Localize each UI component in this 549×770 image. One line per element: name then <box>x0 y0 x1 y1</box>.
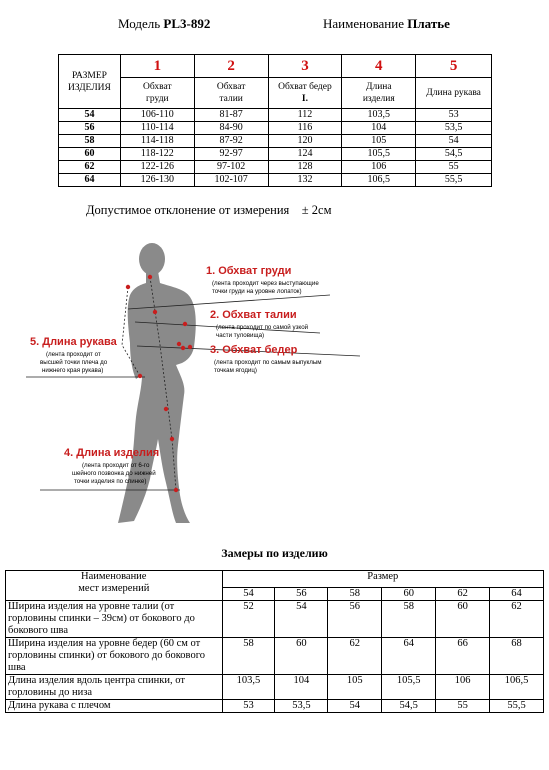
column-number: 1 <box>120 55 194 78</box>
label4-note: шейного позвонка до нижней <box>72 470 156 477</box>
size-column-header: 62 <box>436 588 490 601</box>
label1-note: (лента проходит через выступающие <box>212 280 319 287</box>
measure-cell: 53,5 <box>416 122 492 135</box>
label-line: груди <box>146 94 169 104</box>
column-label <box>194 78 268 109</box>
measure-cell: 110-114 <box>120 122 194 135</box>
measure-cell: 126-130 <box>120 174 194 187</box>
size-header: Размер <box>222 571 543 588</box>
label5-title: 5. Длина рукава <box>30 336 117 348</box>
measure-cell: 55 <box>416 161 492 174</box>
label3-note: (лента проходит по самым выпуклым <box>214 359 322 366</box>
label-line: изделия <box>362 94 395 104</box>
measure-name-cell: Длина изделия вдоль центра спинки, от горловины до низа <box>6 675 223 700</box>
name-value: Платье <box>407 16 450 31</box>
measure-cell: 54,5 <box>416 148 492 161</box>
product-value-cell: 105 <box>328 675 382 700</box>
product-value-cell: 54,5 <box>382 700 436 713</box>
model-line <box>118 16 210 32</box>
product-value-cell: 66 <box>436 638 490 675</box>
product-table <box>5 570 544 713</box>
product-value-cell: 62 <box>490 601 544 638</box>
product-value-cell: 52 <box>222 601 275 638</box>
measure-cell: 55,5 <box>416 174 492 187</box>
label2-note: (лента проходит по самой узкой <box>216 324 309 331</box>
measure-cell: 106 <box>342 161 416 174</box>
label-line: Обхват <box>216 82 246 92</box>
label3-note: точкам ягодиц) <box>214 367 257 374</box>
product-value-cell: 64 <box>382 638 436 675</box>
column-number: 4 <box>342 55 416 78</box>
measure-cell: 118-122 <box>120 148 194 161</box>
product-value-cell: 60 <box>275 638 328 675</box>
corner-line: РАЗМЕР <box>71 70 107 81</box>
column-label <box>416 78 492 109</box>
product-value-cell: 106,5 <box>490 675 544 700</box>
column-label <box>268 78 342 109</box>
size-row <box>59 148 492 161</box>
size-row <box>59 174 492 187</box>
measure-cell: 116 <box>268 122 342 135</box>
size-cell: 58 <box>59 135 121 148</box>
product-value-cell: 58 <box>382 601 436 638</box>
size-table <box>58 54 492 187</box>
label-line: Обхват <box>143 82 172 92</box>
size-corner-cell <box>59 55 121 109</box>
measure-cell: 114-118 <box>120 135 194 148</box>
product-row <box>6 638 544 675</box>
measure-name-cell: Ширина изделия на уровне талии (от горловины спинки – 39см) от бокового до бокового шва <box>6 601 223 638</box>
measure-cell: 97-102 <box>194 161 268 174</box>
measure-cell: 112 <box>268 109 342 122</box>
corner-line: ИЗДЕЛИЯ <box>68 82 111 93</box>
measure-cell: 54 <box>416 135 492 148</box>
name-line <box>323 16 450 32</box>
label5-note: высшей точки плеча до <box>40 359 108 366</box>
label3-title: 3. Обхват бедер <box>210 344 298 356</box>
measure-cell: 122-126 <box>120 161 194 174</box>
product-row <box>6 675 544 700</box>
size-cell: 60 <box>59 148 121 161</box>
label4-title: 4. Длина изделия <box>64 447 160 459</box>
label1-note: точки груди на уровне лопаток) <box>212 288 302 295</box>
size-row <box>59 109 492 122</box>
measure-cell: 84-90 <box>194 122 268 135</box>
product-value-cell: 62 <box>328 638 382 675</box>
tolerance-note: Допустимое отклонение от измерения ± 2см <box>86 203 332 217</box>
product-value-cell: 53 <box>222 700 275 713</box>
size-cell: 54 <box>59 109 121 122</box>
size-cell: 64 <box>59 174 121 187</box>
measure-cell: 128 <box>268 161 342 174</box>
label5-note: нижнего края рукава) <box>42 367 104 374</box>
measure-cell: 103,5 <box>342 109 416 122</box>
product-row <box>6 700 544 713</box>
size-row <box>59 161 492 174</box>
product-value-cell: 55,5 <box>490 700 544 713</box>
size-column-header: 64 <box>490 588 544 601</box>
size-row <box>59 122 492 135</box>
product-value-cell: 60 <box>436 601 490 638</box>
size-column-header: 56 <box>275 588 328 601</box>
body-measurement-figure <box>0 225 549 525</box>
label4-note: точки изделия по спинке) <box>74 478 147 485</box>
product-corner-cell <box>6 571 223 601</box>
label2-title: 2. Обхват талии <box>210 309 297 321</box>
measure-cell: 106-110 <box>120 109 194 122</box>
product-value-cell: 54 <box>328 700 382 713</box>
measure-cell: 106,5 <box>342 174 416 187</box>
measure-cell: 132 <box>268 174 342 187</box>
measure-cell: 53 <box>416 109 492 122</box>
measure-cell: 105,5 <box>342 148 416 161</box>
size-column-header: 54 <box>222 588 275 601</box>
measure-cell: 105 <box>342 135 416 148</box>
measure-name-cell: Ширина изделия на уровне бедер (60 см от горловины спинки) от бокового до бокового шва <box>6 638 223 675</box>
name-label: Наименование <box>323 16 404 31</box>
product-value-cell: 68 <box>490 638 544 675</box>
measure-cell: 124 <box>268 148 342 161</box>
size-column-header: 58 <box>328 588 382 601</box>
model-label: Модель <box>118 16 161 31</box>
product-row <box>6 601 544 638</box>
product-value-cell: 103,5 <box>222 675 275 700</box>
size-column-header: 60 <box>382 588 436 601</box>
measure-cell: 120 <box>268 135 342 148</box>
column-label <box>342 78 416 109</box>
corner-line: Наименование <box>81 571 147 582</box>
column-number: 3 <box>268 55 342 78</box>
product-table-title: Замеры по изделию <box>221 546 328 560</box>
measure-cell: 104 <box>342 122 416 135</box>
measure-name-cell: Длина рукава с плечом <box>6 700 223 713</box>
product-value-cell: 56 <box>328 601 382 638</box>
measure-cell: 87-92 <box>194 135 268 148</box>
label5-note: (лента проходит от <box>46 351 101 358</box>
product-value-cell: 106 <box>436 675 490 700</box>
measure-cell: 81-87 <box>194 109 268 122</box>
corner-line: мест измерений <box>78 583 150 594</box>
label-line: Длина рукава <box>426 88 481 98</box>
product-value-cell: 53,5 <box>275 700 328 713</box>
model-value: PL3-892 <box>163 16 211 31</box>
product-value-cell: 104 <box>275 675 328 700</box>
measure-cell: 102-107 <box>194 174 268 187</box>
column-number: 5 <box>416 55 492 78</box>
label2-note: части туловища) <box>216 332 265 339</box>
label-line: I. <box>301 94 308 104</box>
label4-note: (лента проходит от 6-го <box>82 462 150 469</box>
label-line: Обхват бедер <box>278 82 332 92</box>
product-value-cell: 54 <box>275 601 328 638</box>
product-value-cell: 55 <box>436 700 490 713</box>
column-number: 2 <box>194 55 268 78</box>
size-cell: 62 <box>59 161 121 174</box>
column-label <box>120 78 194 109</box>
label-line: талии <box>219 94 243 104</box>
product-value-cell: 105,5 <box>382 675 436 700</box>
product-value-cell: 58 <box>222 638 275 675</box>
size-row <box>59 135 492 148</box>
measure-cell: 92-97 <box>194 148 268 161</box>
label1-title: 1. Обхват груди <box>206 265 292 277</box>
size-cell: 56 <box>59 122 121 135</box>
label-line: Длина <box>365 82 392 92</box>
